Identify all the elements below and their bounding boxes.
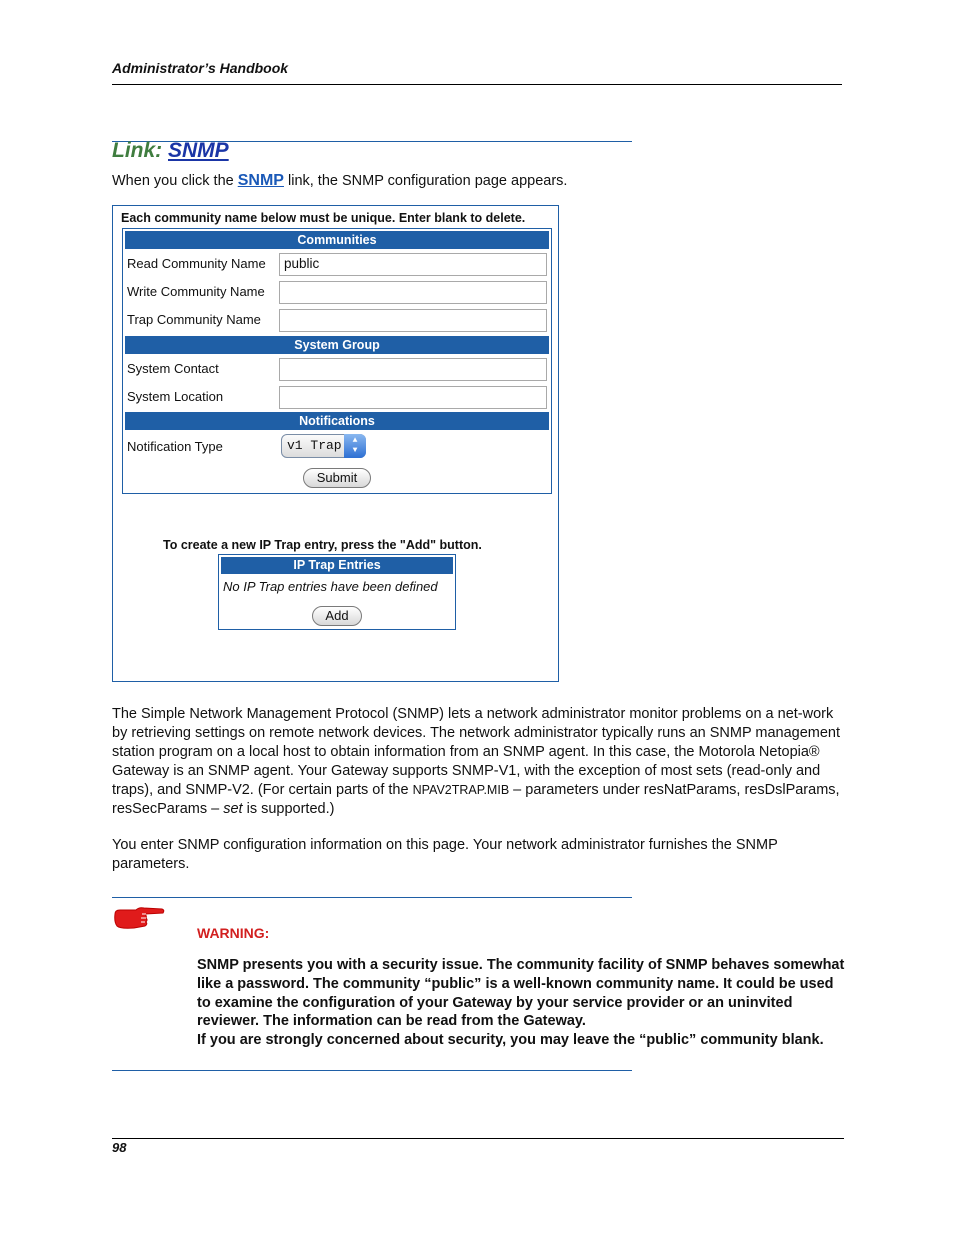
- trap-community-input[interactable]: [279, 309, 547, 332]
- write-community-input[interactable]: [279, 281, 547, 304]
- warning-label: WARNING:: [197, 925, 270, 941]
- p1-text-c: is supported.): [242, 801, 335, 817]
- footer-rule: [112, 1138, 844, 1139]
- snmp-link[interactable]: SNMP: [237, 172, 284, 189]
- ip-trap-panel: [218, 554, 456, 630]
- submit-button[interactable]: Submit: [303, 468, 371, 488]
- system-location-input[interactable]: [279, 386, 547, 409]
- add-button[interactable]: Add: [312, 606, 362, 626]
- set-term: set: [223, 801, 243, 817]
- ip-trap-header: IP Trap Entries: [221, 557, 453, 574]
- notification-type-value: v1 Trap: [287, 438, 342, 453]
- intro-before: When you click the: [112, 173, 238, 189]
- p1-text-b: – parameters under resNatParams, resDslParams, resSecParams –: [112, 782, 840, 817]
- header-rule: [112, 84, 842, 85]
- warning-text: [197, 956, 847, 1050]
- intro-paragraph: [112, 172, 567, 190]
- ip-trap-empty-message: No IP Trap entries have been defined: [223, 579, 438, 594]
- system-contact-label: System Contact: [127, 361, 219, 376]
- intro-after: link, the SNMP configuration page appears.: [283, 173, 568, 189]
- system-group-header: System Group: [125, 336, 549, 354]
- warning-top-rule: [112, 897, 632, 898]
- system-location-label: System Location: [127, 389, 224, 404]
- notification-type-label: Notification Type: [127, 439, 223, 454]
- warning-line-1: SNMP presents you with a security issue. The community facility of SNMP behaves somewhat like a password. The community “public” is a well-known community name. It could be used to examine the configuration of your Gateway by your service provider or an uninvited reviewer. The information can be read from the Gateway.: [197, 957, 845, 1030]
- ip-trap-note: To create a new IP Trap entry, press the "Add" button.: [163, 538, 482, 552]
- mib-name: NPAV2TRAP.MIB: [412, 783, 510, 797]
- snmp-settings-panel: [122, 228, 552, 494]
- snmp-config-screenshot: [112, 205, 559, 682]
- pointing-hand-icon: [112, 906, 166, 937]
- config-info-paragraph: You enter SNMP configuration information on this page. Your network administrator furnishes the SNMP parameters.: [112, 837, 778, 872]
- write-community-label: Write Community Name: [127, 284, 265, 299]
- community-note: Each community name below must be unique. Enter blank to delete.: [121, 211, 526, 225]
- read-community-input[interactable]: public: [279, 253, 547, 276]
- read-community-label: Read Community Name: [127, 256, 266, 271]
- running-head: Administrator’s Handbook: [112, 60, 289, 76]
- page-number: 98: [112, 1140, 127, 1155]
- communities-header: Communities: [125, 231, 549, 249]
- section-title-link[interactable]: SNMP: [168, 139, 229, 162]
- section-title: [112, 139, 229, 163]
- warning-bottom-rule: [112, 1070, 632, 1071]
- snmp-description-paragraph: [112, 705, 844, 819]
- warning-line-2: If you are strongly concerned about security, you may leave the “public” community blank.: [197, 1032, 824, 1049]
- notification-type-select[interactable]: [281, 434, 366, 458]
- select-arrows-icon: ▲ ▼: [344, 434, 366, 458]
- system-contact-input[interactable]: [279, 358, 547, 381]
- notifications-header: Notifications: [125, 412, 549, 430]
- section-title-prefix: Link:: [112, 139, 168, 162]
- p1-text-a: The Simple Network Management Protocol (SNMP) lets a network administrator monitor problems on a net-work by retrieving settings on remote network devices. The network administrator typically runs an SNMP management station program on a local host to obtain information from an SNMP agent. In this case, the Motorola Netopia® Gateway is an SNMP agent. Your Gateway supports SNMP-V1, with the exception of most sets (read-only and traps), and SNMP-V2. (For certain parts of the: [112, 706, 841, 798]
- trap-community-label: Trap Community Name: [127, 312, 261, 327]
